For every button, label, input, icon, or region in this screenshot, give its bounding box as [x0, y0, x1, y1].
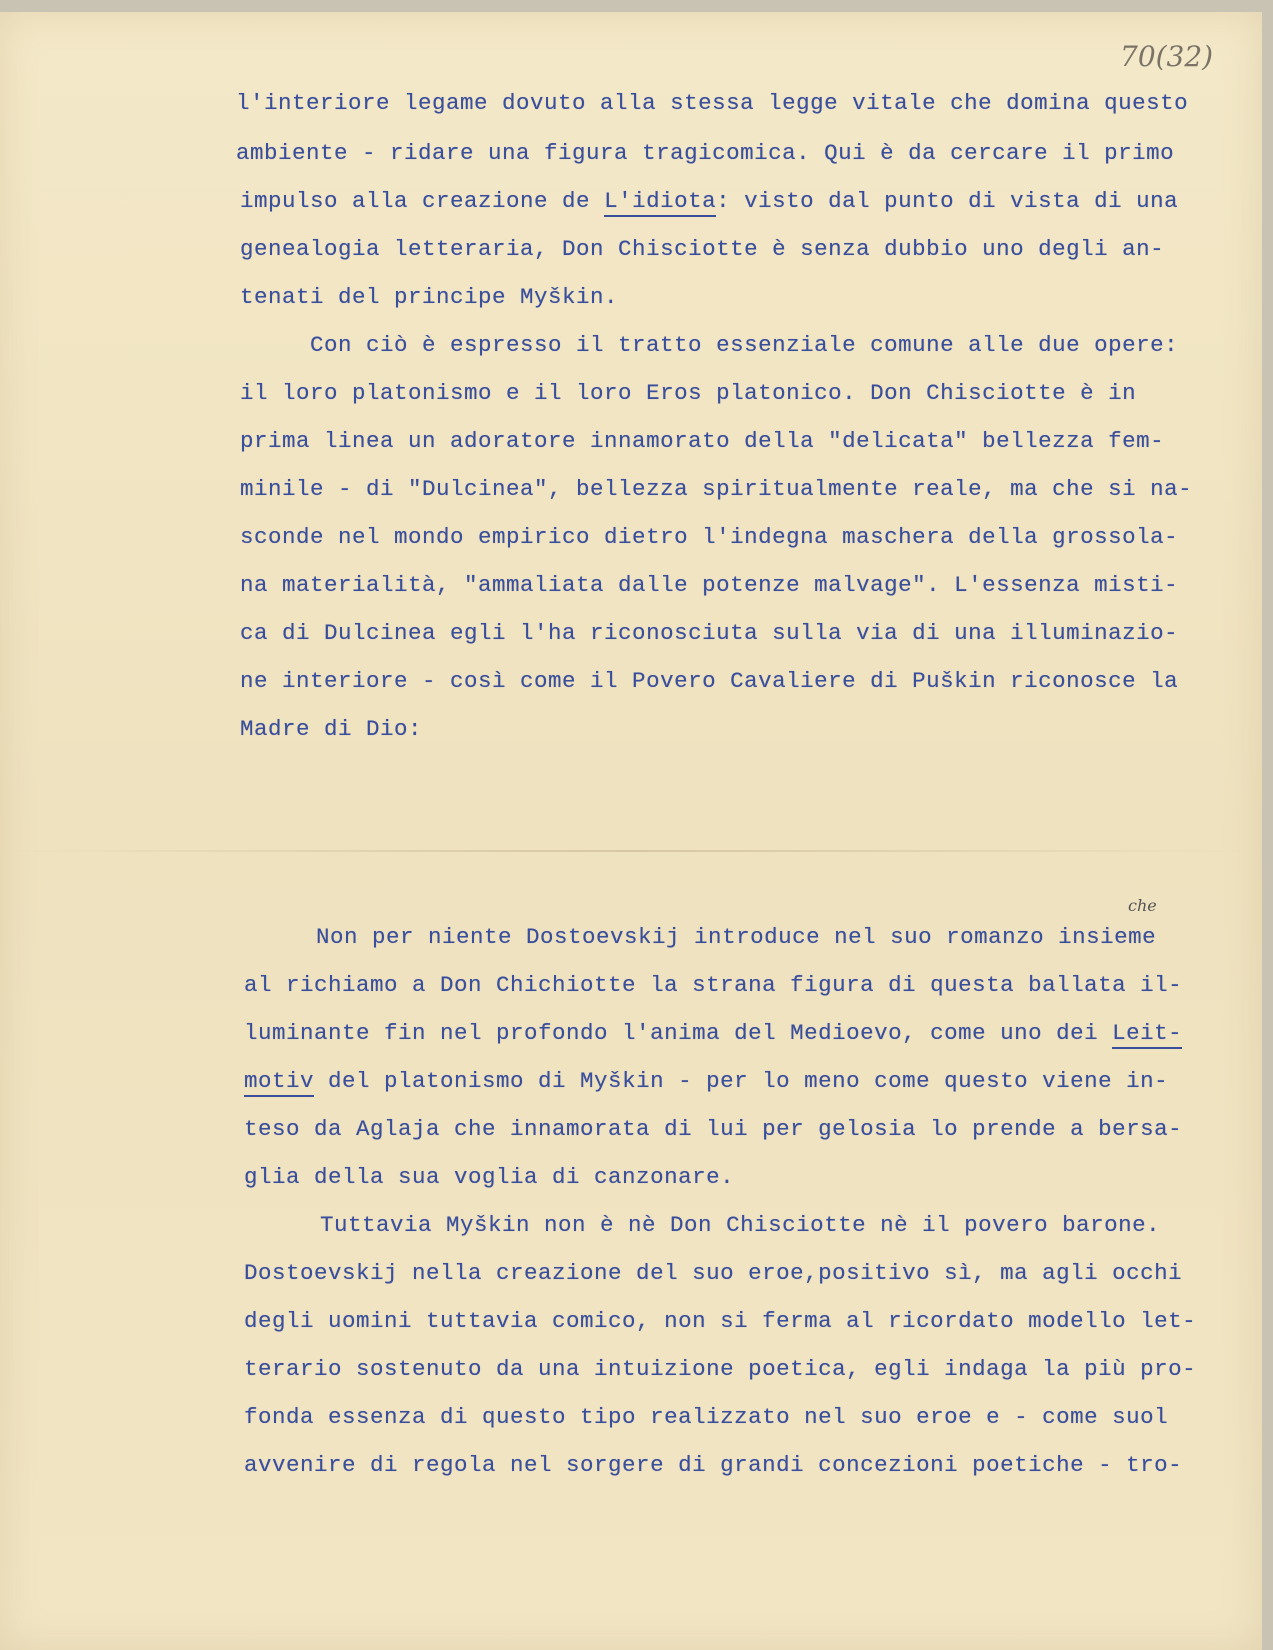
- text-line: motiv del platonismo di Myškin - per lo meno come questo viene in-: [244, 1068, 1168, 1094]
- text-line: terario sostenuto da una intuizione poetica, egli indaga la più pro-: [244, 1356, 1197, 1382]
- text-line: luminante fin nel profondo l'anima del Medioevo, come uno dei Leit-: [244, 1020, 1182, 1046]
- title-underlined: L'idiota: [604, 188, 716, 217]
- text-line: al richiamo a Don Chichiotte la strana figura di questa ballata il-: [244, 972, 1183, 998]
- text-line: minile - di "Dulcinea", bellezza spiritualmente reale, ma che si na-: [240, 476, 1193, 502]
- text-line: ca di Dulcinea egli l'ha riconosciuta sulla via di una illuminazio-: [240, 620, 1179, 646]
- text-line: degli uomini tuttavia comico, non si ferma al ricordato modello let-: [244, 1308, 1197, 1334]
- text-line: sconde nel mondo empirico dietro l'indegna maschera della grossola-: [240, 524, 1179, 550]
- text-line: Con ciò è espresso il tratto essenziale comune alle due opere:: [310, 332, 1179, 358]
- text-line: na materialità, "ammaliata dalle potenze malvage". L'essenza misti-: [240, 572, 1179, 598]
- folio-number: 70(32): [1120, 40, 1214, 73]
- text-line: tenati del principe Myškin.: [240, 284, 619, 310]
- page-fold: [0, 850, 1262, 852]
- text-line: teso da Aglaja che innamorata di lui per gelosia lo prende a bersa-: [244, 1116, 1183, 1142]
- text-line: impulso alla creazione de L'idiota: visto dal punto di vista di una: [240, 188, 1178, 214]
- text-line: ne interiore - così come il Povero Cavaliere di Puškin riconosce la: [240, 668, 1179, 694]
- text-line: Tuttavia Myškin non è nè Don Chisciotte nè il povero barone.: [320, 1212, 1161, 1238]
- text-line: Non per niente Dostoevskij introduce nel suo romanzo insieme: [316, 924, 1157, 950]
- typescript-page: [0, 12, 1262, 1650]
- handwritten-insert: che: [1128, 896, 1157, 915]
- term-underlined: motiv: [244, 1068, 314, 1097]
- text-line: fonda essenza di questo tipo realizzato nel suo eroe e - come suol: [244, 1404, 1169, 1430]
- text-line: Madre di Dio:: [240, 716, 423, 742]
- text-line: l'interiore legame dovuto alla stessa legge vitale che domina questo: [236, 90, 1189, 116]
- text-line: il loro platonismo e il loro Eros platonico. Don Chisciotte è in: [240, 380, 1137, 406]
- text-line: genealogia letteraria, Don Chisciotte è senza dubbio uno degli an-: [240, 236, 1165, 262]
- text-line: avvenire di regola nel sorgere di grandi concezioni poetiche - tro-: [244, 1452, 1183, 1478]
- text-line: prima linea un adoratore innamorato della "delicata" bellezza fem-: [240, 428, 1165, 454]
- text-line: ambiente - ridare una figura tragicomica. Qui è da cercare il primo: [236, 140, 1175, 166]
- text-line: Dostoevskij nella creazione del suo eroe,positivo sì, ma agli occhi: [244, 1260, 1183, 1286]
- term-underlined: Leit-: [1112, 1020, 1182, 1049]
- text-line: glia della sua voglia di canzonare.: [244, 1164, 735, 1190]
